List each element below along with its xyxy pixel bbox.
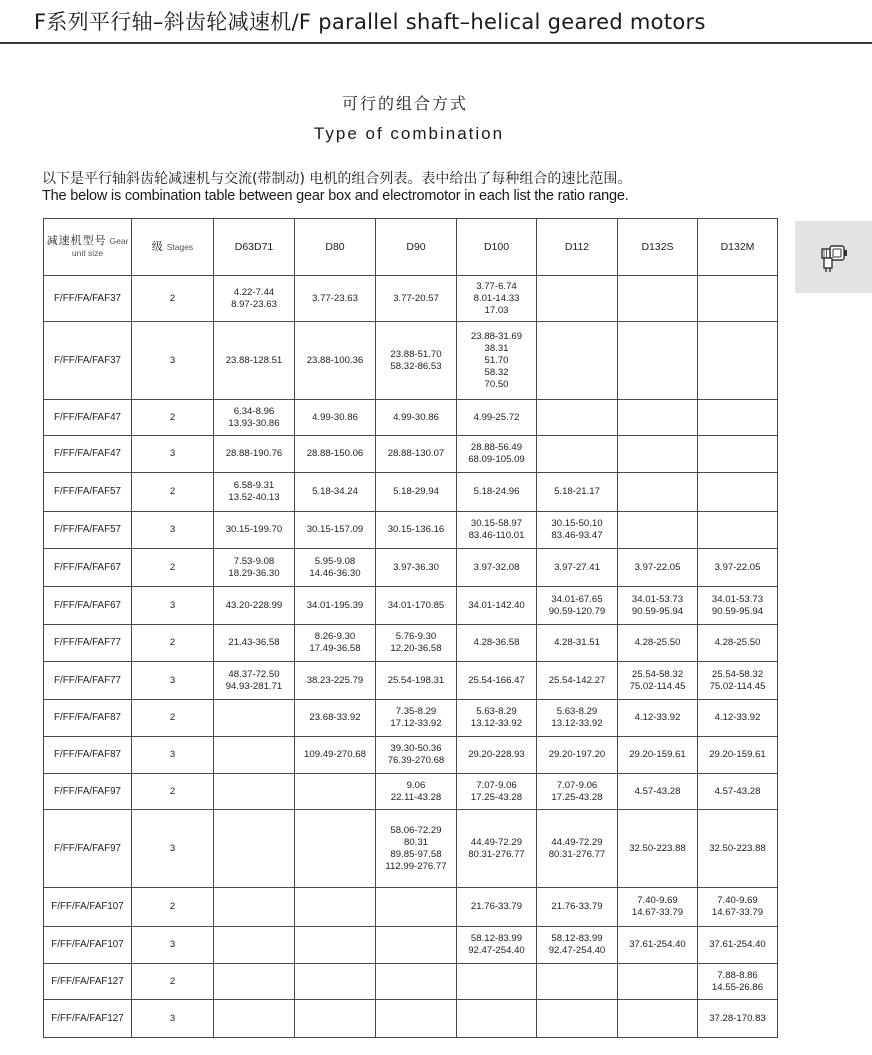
stage-cell: 2 [132,774,214,810]
unit-size-cell: F/FF/FA/FAF37 [44,322,132,400]
ratio-cell: 7.40-9.69 14.67-33.79 [698,888,778,927]
stage-cell: 3 [132,587,214,625]
stage-cell: 3 [132,436,214,473]
ratio-cell: 29.20-197.20 [537,737,618,774]
ratio-cell [537,964,618,1000]
ratio-cell: 25.54-142.27 [537,662,618,700]
unit-size-cell: F/FF/FA/FAF37 [44,276,132,322]
ratio-cell: 4.12-33.92 [618,700,698,737]
unit-size-cell: F/FF/FA/FAF107 [44,927,132,964]
ratio-cell [295,888,376,927]
ratio-cell: 37.61-254.40 [618,927,698,964]
header-motor: D90 [376,219,457,276]
ratio-cell [295,774,376,810]
section-title-en: Type of combination [313,124,505,143]
unit-size-cell: F/FF/FA/FAF127 [44,964,132,1000]
ratio-cell: 44.49-72.29 80.31-276.77 [537,810,618,888]
ratio-cell [537,276,618,322]
table-row [44,436,778,473]
stage-cell: 3 [132,662,214,700]
ratio-cell [457,1000,537,1038]
ratio-cell: 109.49-270.68 [295,737,376,774]
ratio-cell [214,700,295,737]
combination-table [43,218,778,1038]
ratio-cell [295,810,376,888]
ratio-cell: 4.28-36.58 [457,625,537,662]
header-motor: D112 [537,219,618,276]
ratio-cell [295,964,376,1000]
ratio-cell: 4.28-25.50 [698,625,778,662]
table-row [44,276,778,322]
ratio-cell: 5.95-9.08 14.46-36.30 [295,549,376,587]
unit-size-cell: F/FF/FA/FAF127 [44,1000,132,1038]
ratio-cell [618,1000,698,1038]
ratio-cell: 23.68-33.92 [295,700,376,737]
ratio-cell: 23.88-128.51 [214,322,295,400]
unit-size-cell: F/FF/FA/FAF67 [44,587,132,625]
ratio-cell [214,737,295,774]
ratio-cell: 25.54-198.31 [376,662,457,700]
table-row [44,927,778,964]
ratio-cell: 21.43-36.58 [214,625,295,662]
ratio-cell: 4.99-25.72 [457,400,537,436]
unit-size-cell: F/FF/FA/FAF87 [44,700,132,737]
ratio-cell: 4.57-43.28 [698,774,778,810]
ratio-cell: 3.97-22.05 [698,549,778,587]
ratio-cell [214,964,295,1000]
ratio-cell [698,400,778,436]
ratio-cell: 4.99-30.86 [295,400,376,436]
ratio-cell: 32.50-223.88 [698,810,778,888]
stage-cell: 2 [132,400,214,436]
ratio-cell: 25.54-58.32 75.02-114.45 [618,662,698,700]
ratio-cell [698,322,778,400]
ratio-cell: 25.54-58.32 75.02-114.45 [698,662,778,700]
ratio-cell: 5.18-29.94 [376,473,457,512]
ratio-cell: 3.77-20.57 [376,276,457,322]
ratio-cell: 34.01-53.73 90.59-95.94 [698,587,778,625]
geared-motor-icon [816,240,850,274]
ratio-cell: 7.53-9.08 18.29-36.30 [214,549,295,587]
ratio-cell [214,1000,295,1038]
ratio-cell: 30.15-58.97 83.46-110.01 [457,512,537,549]
ratio-cell: 3.97-32.08 [457,549,537,587]
ratio-cell: 4.99-30.86 [376,400,457,436]
ratio-cell: 4.12-33.92 [698,700,778,737]
header-motor: D100 [457,219,537,276]
stage-cell: 2 [132,276,214,322]
ratio-cell: 43.20-228.99 [214,587,295,625]
ratio-cell: 5.18-21.17 [537,473,618,512]
ratio-cell: 30.15-136.16 [376,512,457,549]
table-row [44,810,778,888]
ratio-cell: 23.88-31.69 38.31 51.70 58.32 70.50 [457,322,537,400]
ratio-cell: 58.12-83.99 92.47-254.40 [457,927,537,964]
ratio-cell [537,322,618,400]
ratio-cell: 29.20-228.93 [457,737,537,774]
ratio-cell: 3.77-23.63 [295,276,376,322]
table-header-row [44,219,778,276]
table-row [44,473,778,512]
ratio-cell: 21.76-33.79 [457,888,537,927]
ratio-cell [698,512,778,549]
ratio-cell [698,473,778,512]
ratio-cell: 48.37-72.50 94.93-281.71 [214,662,295,700]
table-row [44,737,778,774]
ratio-cell: 34.01-53.73 90.59-95.94 [618,587,698,625]
ratio-cell [618,964,698,1000]
ratio-cell: 34.01-195.39 [295,587,376,625]
header-motor: D63D71 [214,219,295,276]
ratio-cell: 39.30-50.36 76.39-270.68 [376,737,457,774]
stage-cell: 3 [132,322,214,400]
ratio-cell [537,400,618,436]
ratio-cell: 28.88-150.06 [295,436,376,473]
ratio-cell: 4.57-43.28 [618,774,698,810]
ratio-cell [537,1000,618,1038]
ratio-cell [376,964,457,1000]
ratio-cell: 7.88-8.86 14.55-26.86 [698,964,778,1000]
header-motor: D132M [698,219,778,276]
ratio-cell [618,400,698,436]
ratio-cell: 25.54-166.47 [457,662,537,700]
table-row [44,662,778,700]
unit-size-cell: F/FF/FA/FAF57 [44,512,132,549]
unit-size-cell: F/FF/FA/FAF87 [44,737,132,774]
ratio-cell: 7.40-9.69 14.67-33.79 [618,888,698,927]
ratio-cell [214,810,295,888]
ratio-cell [295,1000,376,1038]
ratio-cell: 34.01-67.65 90.59-120.79 [537,587,618,625]
ratio-cell: 28.88-190.76 [214,436,295,473]
ratio-cell: 5.76-9.30 12.20-36.58 [376,625,457,662]
ratio-cell: 6.34-8.96 13.93-30.86 [214,400,295,436]
stage-cell: 2 [132,625,214,662]
ratio-cell [214,927,295,964]
table-row [44,512,778,549]
table-row [44,322,778,400]
ratio-cell [295,927,376,964]
ratio-cell [618,512,698,549]
table-row [44,587,778,625]
ratio-cell: 7.07-9.06 17.25-43.28 [457,774,537,810]
stage-cell: 2 [132,473,214,512]
section-title-cn: 可行的组合方式 [341,94,468,113]
header-divider [0,42,872,44]
ratio-cell: 3.97-27.41 [537,549,618,587]
ratio-cell: 38.23-225.79 [295,662,376,700]
ratio-cell: 4.28-25.50 [618,625,698,662]
ratio-cell: 29.20-159.61 [618,737,698,774]
ratio-cell: 4.28-31.51 [537,625,618,662]
ratio-cell [376,1000,457,1038]
ratio-cell: 5.18-34.24 [295,473,376,512]
ratio-cell [214,888,295,927]
stage-cell: 3 [132,512,214,549]
unit-size-cell: F/FF/FA/FAF57 [44,473,132,512]
stage-cell: 2 [132,700,214,737]
unit-size-cell: F/FF/FA/FAF77 [44,662,132,700]
table-row [44,964,778,1000]
ratio-cell [537,436,618,473]
ratio-cell [618,276,698,322]
ratio-cell: 23.88-100.36 [295,322,376,400]
header-motor: D132S [618,219,698,276]
ratio-cell: 5.18-24.96 [457,473,537,512]
table-row [44,888,778,927]
ratio-cell [618,473,698,512]
unit-size-cell: F/FF/FA/FAF67 [44,549,132,587]
ratio-cell: 21.76-33.79 [537,888,618,927]
ratio-cell: 44.49-72.29 80.31-276.77 [457,810,537,888]
ratio-cell: 58.12-83.99 92.47-254.40 [537,927,618,964]
table-row [44,774,778,810]
ratio-cell: 7.07-9.06 17.25-43.28 [537,774,618,810]
unit-size-cell: F/FF/FA/FAF77 [44,625,132,662]
stage-cell: 3 [132,810,214,888]
table-row [44,1000,778,1038]
ratio-cell: 37.28-170.83 [698,1000,778,1038]
ratio-cell: 29.20-159.61 [698,737,778,774]
stage-cell: 3 [132,1000,214,1038]
ratio-cell: 34.01-170.85 [376,587,457,625]
table-row [44,549,778,587]
ratio-cell: 30.15-157.09 [295,512,376,549]
ratio-cell: 8.26-9.30 17.49-36.58 [295,625,376,662]
ratio-cell [376,927,457,964]
ratio-cell: 4.22-7.44 8.97-23.63 [214,276,295,322]
ratio-cell: 3.97-36.30 [376,549,457,587]
ratio-cell: 5.63-8.29 13.12-33.92 [537,700,618,737]
ratio-cell: 3.97-22.05 [618,549,698,587]
stage-cell: 3 [132,927,214,964]
ratio-cell: 58.06-72.29 80.31 89.85-97.58 112.99-276.77 [376,810,457,888]
stage-cell: 2 [132,964,214,1000]
page-header-title: F系列平行轴–斜齿轮减速机/F parallel shaft–helical geared motors [34,10,706,34]
ratio-cell [457,964,537,1000]
ratio-cell: 28.88-56.49 68.09-105.09 [457,436,537,473]
stage-cell: 3 [132,737,214,774]
ratio-cell: 32.50-223.88 [618,810,698,888]
ratio-cell [698,436,778,473]
ratio-cell: 30.15-199.70 [214,512,295,549]
table-row [44,700,778,737]
unit-size-cell: F/FF/FA/FAF47 [44,400,132,436]
ratio-cell: 6.58-9.31 13.52-40.13 [214,473,295,512]
side-section-tab[interactable] [795,221,872,293]
header-motor: D80 [295,219,376,276]
unit-size-cell: F/FF/FA/FAF97 [44,774,132,810]
header-stages: 级 Stages [132,219,214,276]
intro-text-en: The below is combination table between gear box and electromotor in each list the ratio range. [42,188,629,204]
table-row [44,625,778,662]
unit-size-cell: F/FF/FA/FAF47 [44,436,132,473]
stage-cell: 2 [132,549,214,587]
table-row [44,400,778,436]
ratio-cell [214,774,295,810]
ratio-cell: 23.88-51.70 58.32-86.53 [376,322,457,400]
ratio-cell: 37.61-254.40 [698,927,778,964]
unit-size-cell: F/FF/FA/FAF97 [44,810,132,888]
ratio-cell: 7.35-8.29 17.12-33.92 [376,700,457,737]
ratio-cell [618,436,698,473]
ratio-cell: 9.06 22.11-43.28 [376,774,457,810]
ratio-cell: 28.88-130.07 [376,436,457,473]
intro-text-cn: 以下是平行轴斜齿轮减速机与交流(带制动) 电机的组合列表。表中给出了每种组合的速比范围。 [42,171,632,187]
ratio-cell [698,276,778,322]
ratio-cell: 30.15-50.10 83.46-93.47 [537,512,618,549]
ratio-cell: 5.63-8.29 13.12-33.92 [457,700,537,737]
stage-cell: 2 [132,888,214,927]
ratio-cell [618,322,698,400]
ratio-cell: 3.77-6.74 8.01-14.33 17.03 [457,276,537,322]
ratio-cell [376,888,457,927]
header-unit-size: 减速机型号 Gear unit size [44,219,132,276]
unit-size-cell: F/FF/FA/FAF107 [44,888,132,927]
ratio-cell: 34.01-142.40 [457,587,537,625]
